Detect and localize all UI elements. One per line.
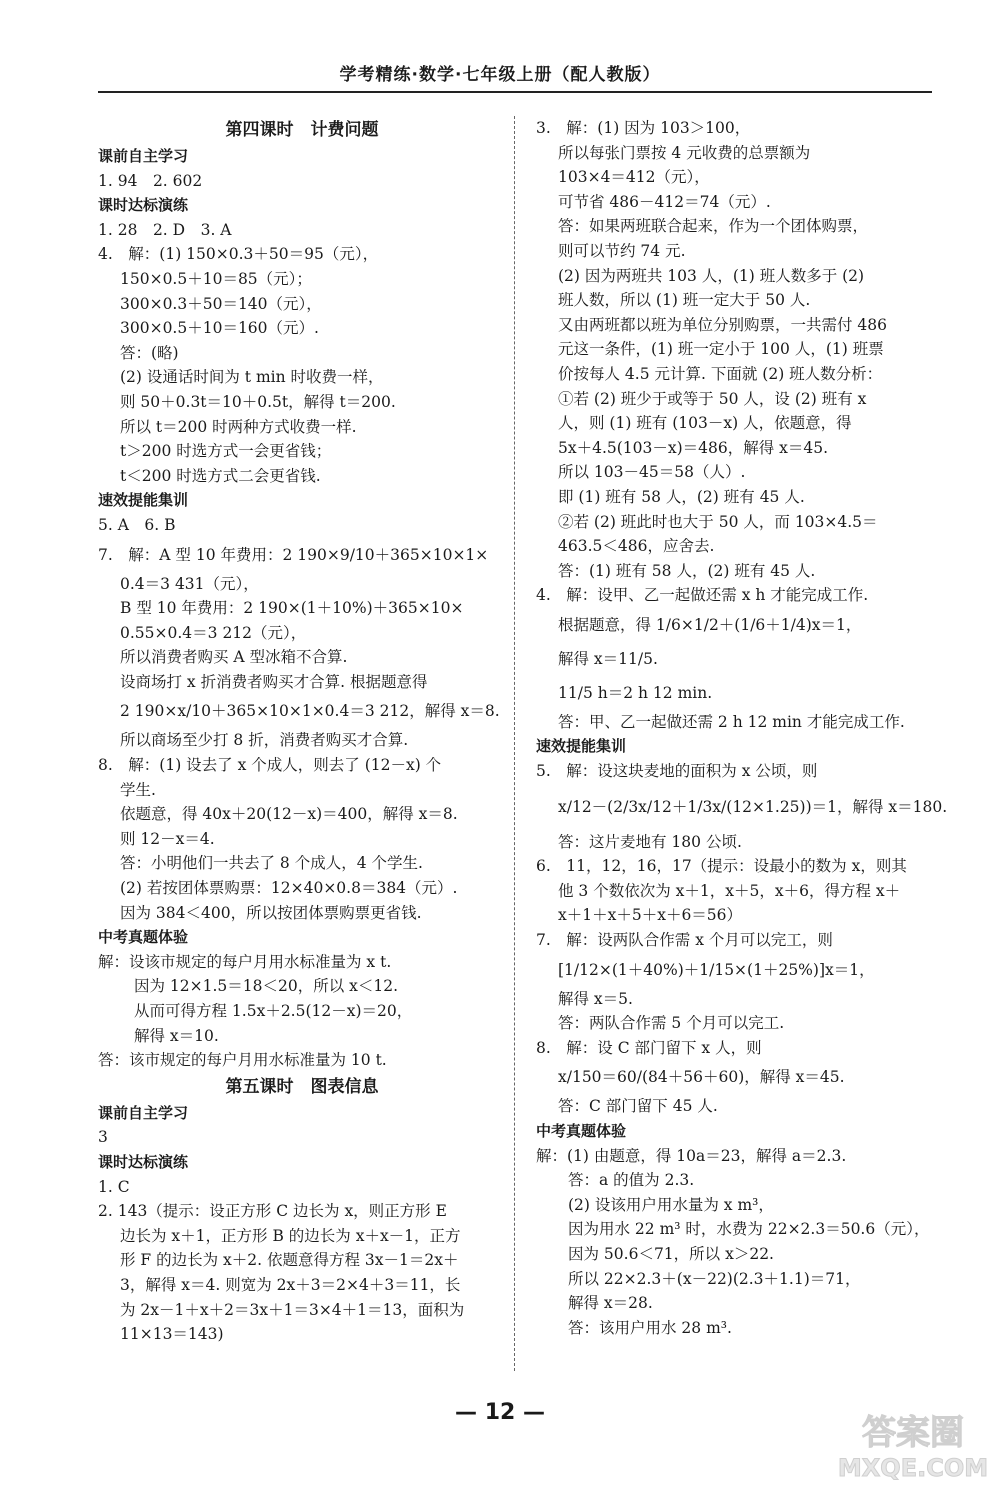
text-line: 答：C 部门留下 45 人.	[558, 1097, 718, 1116]
text-line: 答：(1) 班有 58 人，(2) 班有 45 人.	[558, 561, 816, 580]
section-title: 第四课时 计费问题	[225, 120, 379, 140]
text-line: 8. 解：设 C 部门留下 x 人，则	[536, 1038, 762, 1057]
subsection-heading: 中考真题体验	[98, 928, 189, 947]
text-line: 6. 11，12，16，17（提示：设最小的数为 x，则其	[536, 857, 907, 876]
text-line: 形 F 的边长为 x＋2. 依题意得方程 3x－1＝2x＋	[120, 1251, 459, 1270]
right-column	[536, 116, 946, 1340]
text-line: 答：(略)	[120, 343, 179, 362]
text-line: x/150＝60/(84＋56＋60)，解得 x＝45.	[558, 1068, 845, 1087]
text-line: x＋1＋x＋5＋x＋6＝56）	[558, 906, 743, 925]
text-line: 即 (1) 班有 58 人，(2) 班有 45 人.	[558, 487, 805, 506]
svg-text:答案圈: 答案圈	[862, 1413, 964, 1453]
text-line: 答：两队合作需 5 个月可以完工.	[558, 1014, 785, 1033]
text-line: 11/5 h＝2 h 12 min.	[558, 683, 713, 702]
subsection-heading: 中考真题体验	[536, 1122, 627, 1140]
text-line: 3	[98, 1128, 108, 1147]
text-line: 因为 384＜400，所以按团体票购票更省钱.	[120, 903, 422, 922]
subsection-heading: 速效提能集训	[536, 737, 627, 756]
text-line: 答：如果两班联合起来，作为一个团体购票，	[558, 217, 869, 236]
text-line: 因为 12×1.5＝18＜20，所以 x＜12.	[134, 977, 399, 996]
subsection-heading: 速效提能集训	[98, 491, 189, 510]
text-line: 7. 解：设两队合作需 x 个月可以完工，则	[536, 931, 833, 950]
text-line: (2) 设通话时间为 t min 时收费一样，	[120, 368, 384, 387]
text-line: 班人数，所以 (1) 班一定大于 50 人.	[558, 291, 811, 310]
text-line: 103×4＝412（元），	[558, 168, 710, 187]
section-title: 第五课时 图表信息	[225, 1076, 379, 1097]
subsection-heading: 课前自主学习	[98, 147, 189, 165]
text-line: 150×0.5＋10＝85（元）；	[120, 269, 312, 288]
text-line: 所以 22×2.3＋(x－22)(2.3＋1.1)＝71，	[568, 1269, 861, 1288]
text-line: 4. 解：(1) 150×0.3＋50＝95（元），	[98, 245, 379, 264]
text-line: 可节省 486－412＝74（元）.	[558, 192, 771, 211]
text-line: 5x＋4.5(103－x)＝486，解得 x＝45.	[558, 438, 829, 457]
text-line: 他 3 个数依次为 x＋1，x＋5，x＋6，得方程 x＋	[558, 881, 901, 900]
column-divider	[514, 116, 515, 1371]
text-line: 解得 x＝11/5.	[558, 649, 658, 668]
text-line: 因为 50.6＜71，所以 x＞22.	[568, 1244, 774, 1263]
text-line: 8. 解：(1) 设去了 x 个成人，则去了 (12－x) 个	[98, 756, 442, 775]
text-line: 463.5＜486，应舍去.	[558, 537, 715, 556]
text-line: x/12－(2/3x/12＋1/3x/(12×1.25))＝1，解得 x＝180.	[558, 797, 948, 816]
text-line: 解：(1) 由题意，得 10a＝23，解得 a＝2.3.	[536, 1146, 847, 1165]
text-line: 答：该市规定的每户月用水标准量为 10 t.	[98, 1051, 387, 1070]
text-line: 依题意，得 40x＋20(12－x)＝400，解得 x＝8.	[120, 805, 458, 824]
text-line: 为 2x－1＋x＋2＝3x＋1＝3×4＋1＝13，面积为	[120, 1300, 465, 1319]
text-line: 根据题意，得 1/6×1/2＋(1/6＋1/4)x＝1，	[558, 615, 862, 634]
text-line: 答：甲、乙一起做还需 2 h 12 min 才能完成工作.	[558, 712, 905, 731]
text-line: 人，则 (1) 班有 (103－x) 人，依题意，得	[558, 414, 852, 433]
text-line: 所以商场至少打 8 折，消费者购买才合算.	[120, 731, 409, 750]
text-line: 因为用水 22 m³ 时，水费为 22×2.3＝50.6（元），	[568, 1220, 930, 1239]
text-line: 则可以节约 74 元.	[558, 241, 686, 260]
subsection-heading: 课时达标演练	[98, 196, 189, 215]
text-line: ②若 (2) 班此时也大于 50 人，而 103×4.5＝	[558, 512, 878, 531]
text-line: 5. A 6. B	[98, 515, 176, 534]
text-line: 0.55×0.4＝3 212（元），	[120, 623, 307, 642]
text-line: 11×13＝143)	[120, 1325, 224, 1344]
text-line: 答：a 的值为 2.3.	[568, 1171, 695, 1190]
text-line: 300×0.3＋50＝140（元），	[120, 294, 322, 313]
text-line: 则 12－x＝4.	[120, 829, 215, 848]
text-line: 所以消费者购买 A 型冰箱不合算.	[120, 648, 348, 667]
text-line: 3. 解：(1) 因为 103＞100，	[536, 119, 751, 137]
text-line: 从而可得方程 1.5x＋2.5(12－x)＝20，	[134, 1002, 413, 1020]
text-line: B 型 10 年费用：2 190×(1＋10%)＋365×10×	[120, 599, 464, 618]
text-line: t＞200 时选方式一会更省钱；	[120, 442, 332, 461]
text-line: (2) 若按团体票购票：12×40×0.8＝384（元）.	[120, 879, 458, 898]
left-column	[98, 116, 506, 1347]
text-line: 4. 解：设甲、乙一起做还需 x h 才能完成工作.	[536, 586, 869, 605]
text-line: 答：该用户用水 28 m³.	[568, 1318, 732, 1337]
page-header-title: 学考精练·数学·七年级上册（配人教版）	[339, 65, 661, 85]
subsection-heading: 课前自主学习	[98, 1103, 189, 1122]
text-line: (2) 设该用户用水量为 x m³，	[568, 1195, 774, 1214]
text-line: 答：小明他们一共去了 8 个成人，4 个学生.	[120, 854, 423, 873]
text-line: 价按每人 4.5 元计算. 下面就 (2) 班人数分析：	[558, 364, 883, 383]
text-line: 解：设该市规定的每户月用水标准量为 x t.	[98, 952, 392, 971]
text-line: t＜200 时选方式二会更省钱.	[120, 466, 321, 485]
watermark-logo	[838, 1408, 988, 1484]
text-line: 1. 28 2. D 3. A	[98, 220, 232, 239]
text-line: 解得 x＝10.	[134, 1026, 219, 1045]
text-line: 所以每张门票按 4 元收费的总票额为	[558, 143, 811, 162]
text-line: 则 50＋0.3t＝10＋0.5t，解得 t＝200.	[120, 392, 396, 411]
text-line: 学生.	[120, 780, 156, 799]
text-line: 1. C	[98, 1177, 130, 1196]
text-line: 300×0.5＋10＝160（元）.	[120, 319, 319, 338]
text-line: 答：这片麦地有 180 公顷.	[558, 832, 742, 851]
text-line: 元这一条件，(1) 班一定小于 100 人，(1) 班票	[558, 340, 884, 359]
text-line: 2. 143（提示：设正方形 C 边长为 x，则正方形 E	[98, 1202, 447, 1221]
page-number: — 12 —	[455, 1400, 545, 1425]
text-line: 所以 t＝200 时两种方式收费一样.	[120, 417, 357, 436]
text-line: 解得 x＝5.	[558, 989, 633, 1008]
text-line: 3，解得 x＝4. 则宽为 2x＋3＝2×4＋3＝11，长	[120, 1275, 461, 1294]
text-line: 设商场打 x 折消费者购买才合算. 根据题意得	[120, 672, 428, 691]
text-line: 7. 解：A 型 10 年费用：2 190×9/10＋365×10×1×	[98, 545, 489, 564]
text-line: 又由两班都以班为单位分别购票，一共需付 486	[558, 315, 888, 334]
subsection-heading: 课时达标演练	[98, 1152, 189, 1171]
text-line: 1. 94 2. 602	[98, 171, 203, 190]
text-line: 2 190×x/10＋365×10×1×0.4＝3 212，解得 x＝8.	[120, 702, 500, 721]
text-line: 解得 x＝28.	[568, 1294, 653, 1313]
text-line: ①若 (2) 班少于或等于 50 人，设 (2) 班有 x	[558, 389, 867, 408]
text-line: (2) 因为两班共 103 人，(1) 班人数多于 (2)	[558, 266, 865, 285]
header-rule	[98, 91, 932, 93]
text-line: 边长为 x＋1，正方形 B 的边长为 x＋x－1，正方	[120, 1226, 461, 1245]
svg-text:MXQE.COM: MXQE.COM	[838, 1454, 988, 1482]
text-line: 所以 103－45＝58（人）.	[558, 463, 746, 482]
text-line: 0.4＝3 431（元），	[120, 574, 259, 593]
text-line: [1/12×(1＋40%)＋1/15×(1＋25%)]x＝1，	[558, 960, 875, 979]
text-line: 5. 解：设这块麦地的面积为 x 公顷，则	[536, 762, 818, 781]
